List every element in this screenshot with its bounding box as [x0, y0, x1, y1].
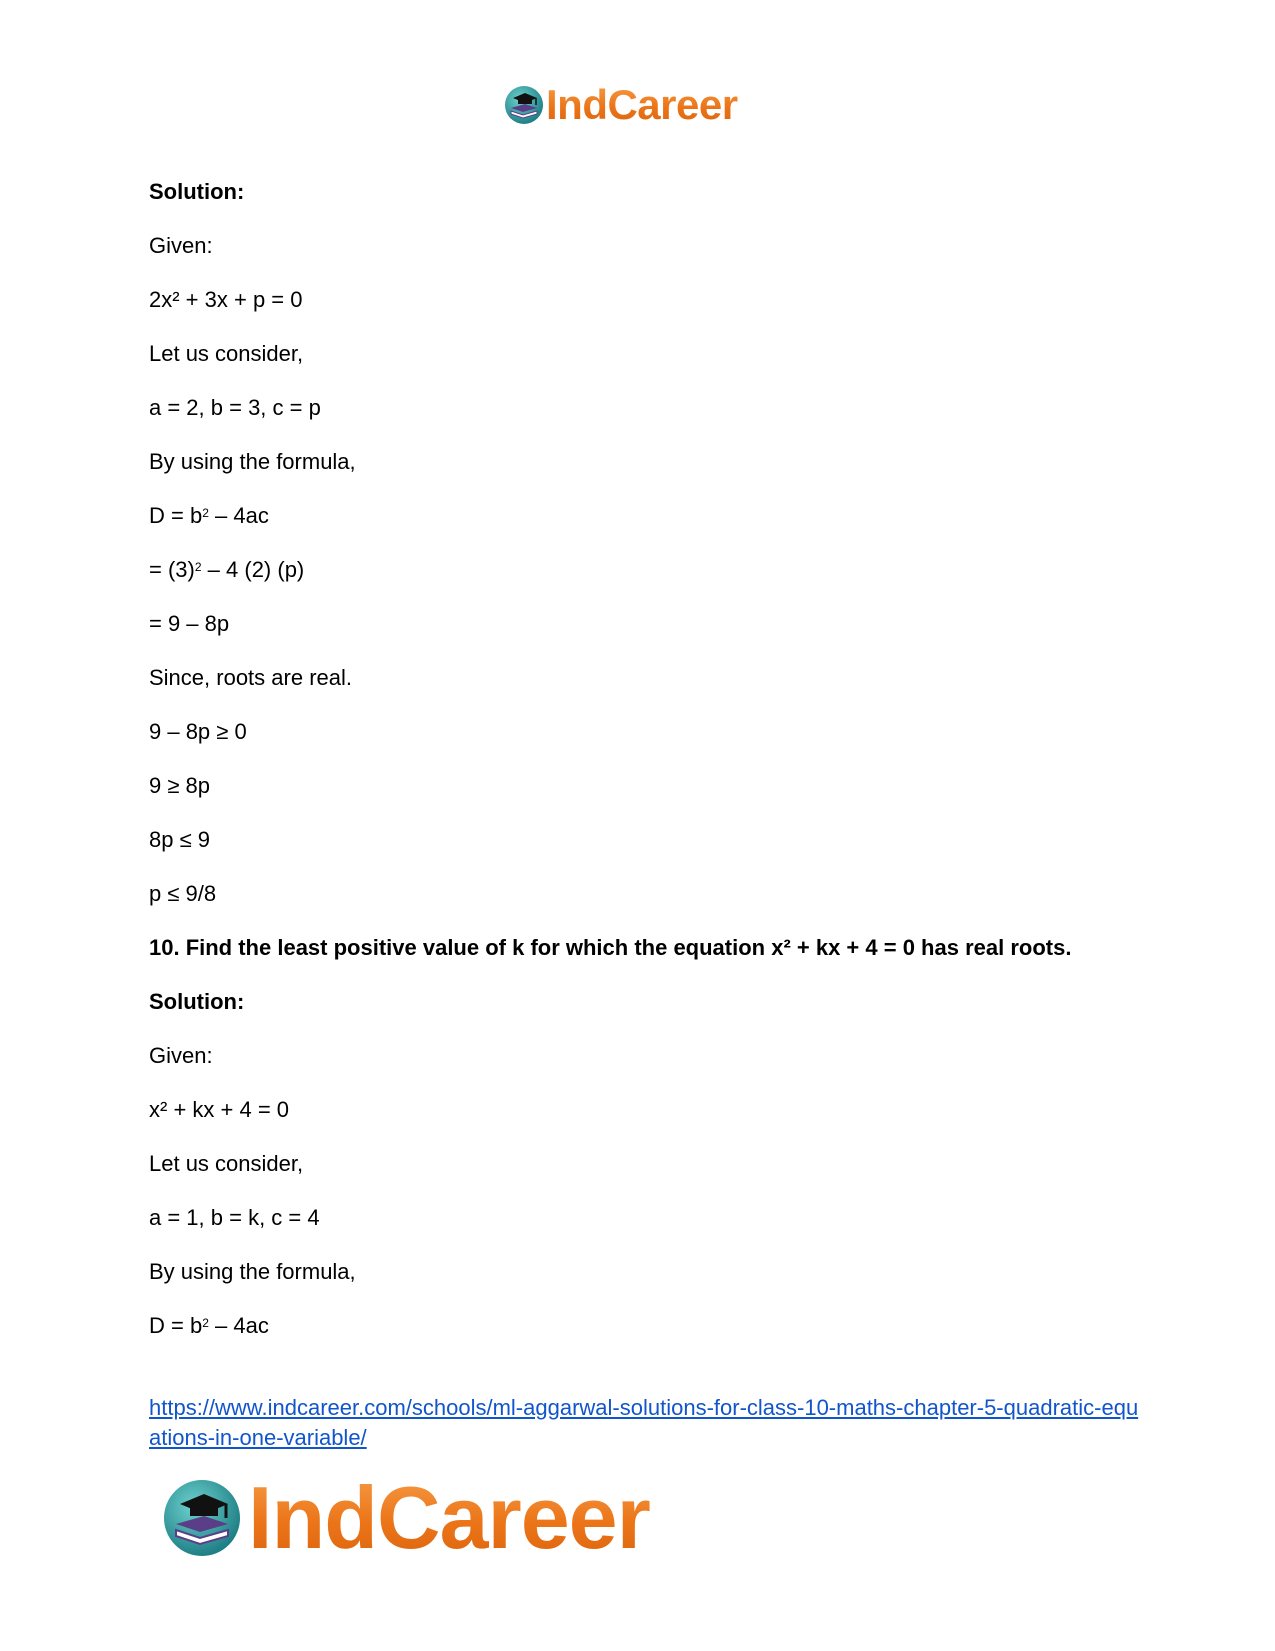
logo-text: IndCareer: [248, 1468, 650, 1567]
solution-heading: Solution:: [149, 989, 245, 1014]
text-line: By using the formula,: [149, 449, 356, 474]
text-line: Let us consider,: [149, 341, 304, 366]
equation-line: = $(3)^2 - 4$ (2) (p): [149, 557, 305, 582]
equation-line: 8p ≤ 9: [149, 827, 211, 852]
logo-text: IndCareer: [546, 81, 738, 128]
graduation-cap-books-icon: [160, 1476, 244, 1560]
equation-line: 2x² + 3x + p = 0: [149, 287, 303, 312]
equation-line: $D = b^2 - 4ac$: [149, 1313, 269, 1338]
source-url-link[interactable]: https://www.indcareer.com/schools/ml-aggarwal-solutions-for-class-10-maths-chapter-5-quadratic-equations-in-one-variable/: [149, 1395, 1139, 1450]
header-logo: [503, 80, 738, 130]
footer-logo: [160, 1468, 650, 1568]
question-heading: 10. Find the least positive value of k for which the equation x² + kx + 4 = 0 has real roots.: [149, 935, 1072, 960]
graduation-cap-books-icon: [503, 84, 545, 126]
text-line: Let us consider,: [149, 1151, 304, 1176]
text-line: Given:: [149, 233, 213, 258]
equation-line: x² + kx + 4 = 0: [149, 1097, 290, 1122]
text-line: Given:: [149, 1043, 213, 1068]
solution-heading: Solution:: [149, 179, 245, 204]
equation-line: 9 ≥ 8p: [149, 773, 211, 798]
equation-line: p ≤ 9/8: [149, 881, 217, 906]
equation-line: $D = b^2 - 4ac$: [149, 503, 269, 528]
equation-line: a = 1, b = k, c = 4: [149, 1205, 320, 1230]
equation-line: = 9 – 8p: [149, 611, 230, 636]
text-line: By using the formula,: [149, 1259, 356, 1284]
equation-line: a = 2, b = 3, c = p: [149, 395, 321, 420]
text-line: Since, roots are real.: [149, 665, 352, 690]
equation-line: 9 – 8p ≥ 0: [149, 719, 247, 744]
